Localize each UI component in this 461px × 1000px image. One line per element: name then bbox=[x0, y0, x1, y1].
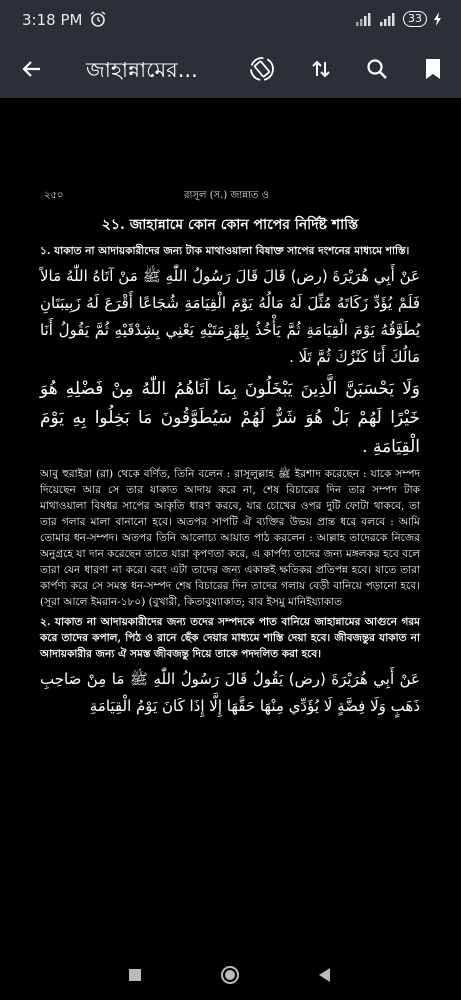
battery-icon: 33 bbox=[403, 11, 427, 27]
section-title: ১. যাকাত না আদায়কারীদের জন্য টাক মাথাওয়ালা বিষাক্ত সাপের দংশনের মাধ্যমে শাস্তি। bbox=[40, 245, 410, 257]
arabic-hadith: عَنْ أَبِي هُرَيْرَةَ (رض) قَالَ قَالَ رَسُولُ اللّٰهِ ﷺ مَنْ آتَاهُ اللّٰهُ مَالاً فَلَمْ يُؤَدِّ زَكَاتَهُ مُثِّلَ لَهُ مَالُهُ يَوْمَ الْقِيَامَةِ شُجَاعًا أَقْرَعَ لَهُ زَبِيبَتَانِ يُطَوَّقُهُ يَوْمَ الْقِيَامَةِ ثُمَّ يَأْخُذُ بِلِهْزِمَتَيْهِ يَعْنِي بِشِدْقَيْهِ ثُمَّ يَقُولُ أَنَا مَالُكَ أَنَا كَنْزُكَ ثُمَّ تَلَا . bbox=[40, 267, 420, 366]
signal-icon bbox=[379, 12, 397, 26]
translation-paragraph: আবু হুরাইরা (রা) থেকে বর্ণিত, তিনি বলেন : রাসূলুল্লাহ ﷺ ইরশাদ করেছেন : যাকে সম্পদ দিয়েছেন আর সে তার যাকাত আদায় করে না, শেষ বিচারের দিন তার সম্পদ টাক মাথাওয়ালা বিষধর সাপের আকৃতি ধারণ করবে, যার চোখের ওপর দুটি ফোটা থাকবে, তা তার গলার মালা বানানো হবে। অতপর সাপটি ঐ ব্যক্তির উভয় প্রান্ত ধরে বলবে : আমি তোমার ধন-সম্পদ। অতপর তিনি আলোচ্য আয়াত পাঠ করলেন : আল্লাহ তাদেরকে নিজের অনুগ্রহে যা দান করেছেন তাতে যারা কৃপণতা করে, এ কার্পণ্য তাদের জন্য মঙ্গলকর হবে বলে তারা যেন ধারণা না করে। বরং এটা তাদের জন্য একান্তই ক্ষতিকর প্রতিপন্ন হবে। যাতে তারা কার্পণ্য করে সে সমস্ত ধন-সম্পদ শেষ বিচারের দিন তাদের গলায় বেড়ী বানিয়ে পড়ানো হবে। (সূরা আলে ইমরান-১৮০) (বুখারী, কিতাবুয্যাকাত; বাব ইসমু মানিইয্যাকাত bbox=[40, 468, 421, 608]
recents-square-icon[interactable] bbox=[124, 964, 146, 986]
back-arrow-icon[interactable] bbox=[20, 57, 44, 81]
sort-icon[interactable] bbox=[308, 56, 334, 82]
app-bar bbox=[0, 40, 461, 98]
charging-icon bbox=[433, 12, 443, 26]
signal-icon bbox=[355, 12, 373, 26]
page-content bbox=[40, 213, 420, 724]
page-number: ২৫০ bbox=[44, 190, 64, 201]
home-circle-icon[interactable] bbox=[219, 964, 241, 986]
navigation-bar bbox=[0, 950, 461, 1000]
section-title: ২. যাকাত না আদায়কারীদের জন্য তদের সম্পদকে পাত বানিয়ে জাহান্নামের আগুনে গরম করে তাদের কপাল, পিঠ ও রানে ছেঁক দেয়ার মাধ্যমে শাস্তি দেয়া হবে। জীবজন্তুর যাকাত না আদায়কারীর জন্য ঐ সমস্ত জীবজন্তু দিয়ে তাকে পদদলিত করা হবে। bbox=[40, 616, 420, 660]
running-head: রাসূল (স.) জান্নাত ও bbox=[184, 190, 269, 201]
chapter-heading: ২১. জাহান্নামে কোন কোন পাপের নির্দিষ্ট শাস্তি bbox=[101, 217, 359, 233]
bookmark-icon[interactable] bbox=[420, 56, 446, 82]
status-time: 3:18 PM bbox=[22, 11, 83, 29]
book-title: জাহান্নামের... bbox=[86, 58, 198, 82]
alarm-icon bbox=[89, 10, 107, 28]
arabic-verse: وَلَا يَحْسَبَنَّ الَّذِينَ يَبْخَلُونَ بِمَا آتَاهُمُ اللّٰهُ مِنْ فَضْلِهِ هُوَ خَيْرًا لَهُمْ بَلْ هُوَ شَرٌّ لَهُمْ سَيُطَوَّقُونَ مَا بَخِلُوا بِهِ يَوْمَ الْقِيَامَةِ . bbox=[40, 379, 420, 457]
search-icon[interactable] bbox=[364, 56, 390, 82]
arabic-hadith: عَنْ أَبِي هُرَيْرَةَ (رض) يَقُولُ قَالَ رَسُولُ اللّٰهِ ﷺ مَا مِنْ صَاحِبِ ذَهَبٍ وَلَا فِضَّةٍ لَا يُؤَدِّي مِنْهَا حَقَّهَا إِلَّا إِذَا كَانَ يَوْمُ الْقِيَامَةِ bbox=[40, 670, 420, 715]
book-page[interactable] bbox=[0, 98, 461, 950]
rotate-icon[interactable] bbox=[249, 56, 275, 82]
back-triangle-icon[interactable] bbox=[314, 964, 336, 986]
status-bar bbox=[0, 0, 461, 40]
